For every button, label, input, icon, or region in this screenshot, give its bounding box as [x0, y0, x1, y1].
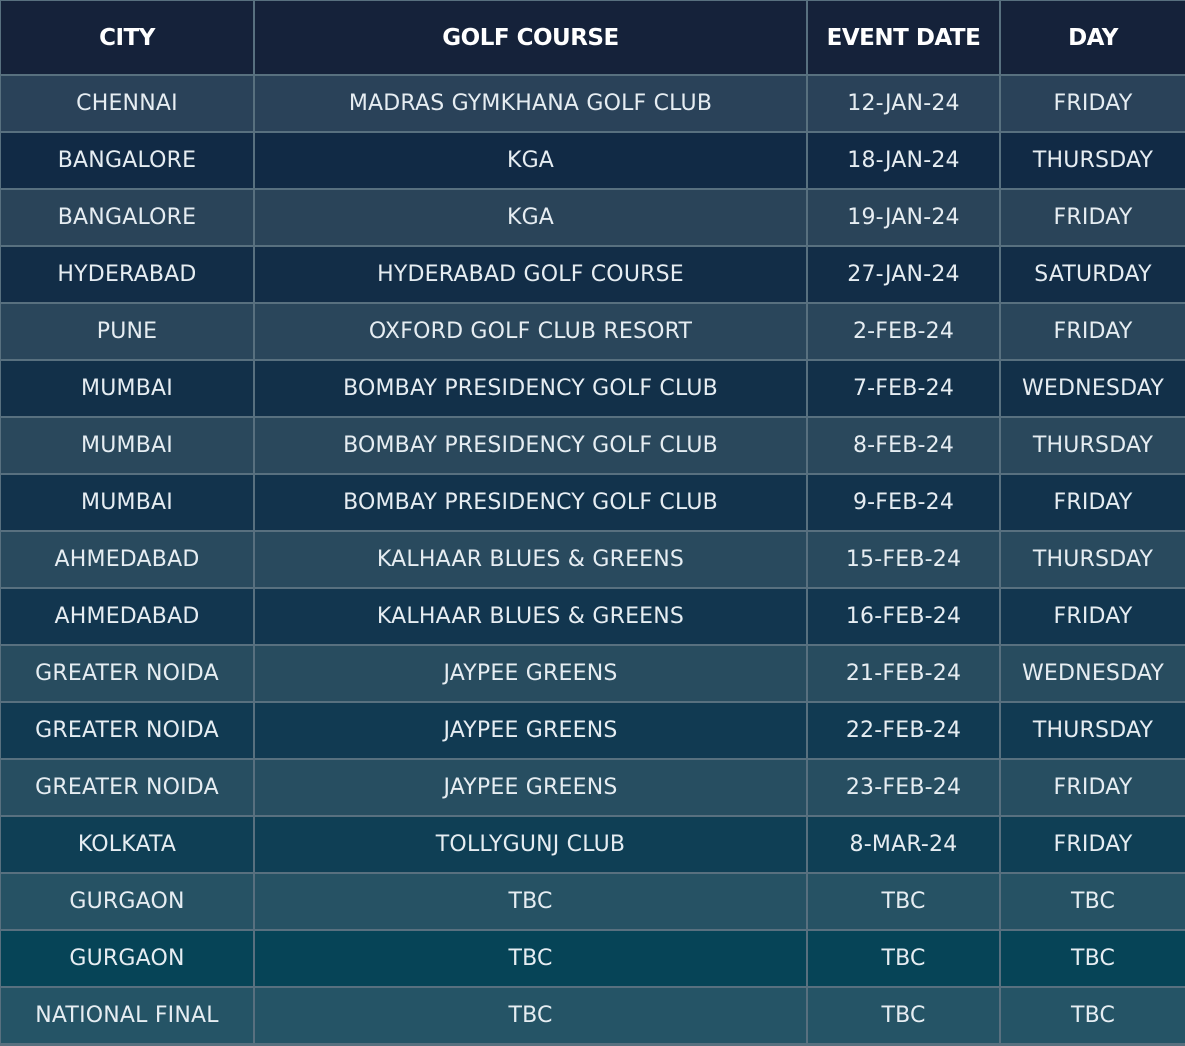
golf-course-cell: BOMBAY PRESIDENCY GOLF CLUB [255, 475, 806, 530]
header-golf-course: GOLF COURSE [255, 1, 806, 74]
event-date-cell: 23-FEB-24 [808, 760, 999, 815]
city-cell: BANGALORE [1, 133, 253, 188]
event-date-cell: 16-FEB-24 [808, 589, 999, 644]
city-cell: PUNE [1, 304, 253, 359]
city-cell: NATIONAL FINAL [1, 988, 253, 1043]
golf-course-cell: TBC [255, 874, 806, 929]
day-cell: TBC [1001, 988, 1185, 1043]
golf-course-cell: OXFORD GOLF CLUB RESORT [255, 304, 806, 359]
event-date-cell: 18-JAN-24 [808, 133, 999, 188]
city-cell: KOLKATA [1, 817, 253, 872]
day-cell: FRIDAY [1001, 760, 1185, 815]
day-cell: FRIDAY [1001, 76, 1185, 131]
golf-course-cell: TBC [255, 988, 806, 1043]
golf-course-cell: MADRAS GYMKHANA GOLF CLUB [255, 76, 806, 131]
day-cell: WEDNESDAY [1001, 361, 1185, 416]
day-cell: TBC [1001, 874, 1185, 929]
city-cell: MUMBAI [1, 418, 253, 473]
day-cell: FRIDAY [1001, 304, 1185, 359]
city-cell: GREATER NOIDA [1, 703, 253, 758]
event-date-cell: 9-FEB-24 [808, 475, 999, 530]
city-cell: GREATER NOIDA [1, 646, 253, 701]
golf-course-cell: KGA [255, 190, 806, 245]
event-date-cell: TBC [808, 988, 999, 1043]
day-cell: THURSDAY [1001, 133, 1185, 188]
city-cell: MUMBAI [1, 361, 253, 416]
golf-course-cell: HYDERABAD GOLF COURSE [255, 247, 806, 302]
golf-course-cell: KGA [255, 133, 806, 188]
day-cell: SATURDAY [1001, 247, 1185, 302]
event-date-cell: 7-FEB-24 [808, 361, 999, 416]
event-date-cell: TBC [808, 874, 999, 929]
day-cell: FRIDAY [1001, 475, 1185, 530]
golf-course-cell: KALHAAR BLUES & GREENS [255, 532, 806, 587]
event-date-cell: 15-FEB-24 [808, 532, 999, 587]
day-cell: FRIDAY [1001, 817, 1185, 872]
header-city: CITY [1, 1, 253, 74]
golf-course-cell: BOMBAY PRESIDENCY GOLF CLUB [255, 418, 806, 473]
day-cell: TBC [1001, 931, 1185, 986]
golf-course-cell: JAYPEE GREENS [255, 703, 806, 758]
golf-course-cell: TOLLYGUNJ CLUB [255, 817, 806, 872]
event-date-cell: 2-FEB-24 [808, 304, 999, 359]
city-cell: GURGAON [1, 874, 253, 929]
day-cell: THURSDAY [1001, 532, 1185, 587]
golf-course-cell: KALHAAR BLUES & GREENS [255, 589, 806, 644]
city-cell: CHENNAI [1, 76, 253, 131]
golf-course-cell: TBC [255, 931, 806, 986]
city-cell: MUMBAI [1, 475, 253, 530]
city-cell: BANGALORE [1, 190, 253, 245]
day-cell: THURSDAY [1001, 418, 1185, 473]
event-date-cell: 19-JAN-24 [808, 190, 999, 245]
golf-course-cell: JAYPEE GREENS [255, 646, 806, 701]
event-date-cell: 22-FEB-24 [808, 703, 999, 758]
golf-course-cell: JAYPEE GREENS [255, 760, 806, 815]
day-cell: WEDNESDAY [1001, 646, 1185, 701]
event-date-cell: 21-FEB-24 [808, 646, 999, 701]
event-date-cell: 8-MAR-24 [808, 817, 999, 872]
header-day: DAY [1001, 1, 1185, 74]
city-cell: AHMEDABAD [1, 589, 253, 644]
event-date-cell: 12-JAN-24 [808, 76, 999, 131]
city-cell: GREATER NOIDA [1, 760, 253, 815]
day-cell: FRIDAY [1001, 190, 1185, 245]
city-cell: GURGAON [1, 931, 253, 986]
city-cell: HYDERABAD [1, 247, 253, 302]
event-date-cell: TBC [808, 931, 999, 986]
golf-course-cell: BOMBAY PRESIDENCY GOLF CLUB [255, 361, 806, 416]
event-date-cell: 8-FEB-24 [808, 418, 999, 473]
city-cell: AHMEDABAD [1, 532, 253, 587]
event-date-cell: 27-JAN-24 [808, 247, 999, 302]
day-cell: FRIDAY [1001, 589, 1185, 644]
header-event-date: EVENT DATE [808, 1, 999, 74]
day-cell: THURSDAY [1001, 703, 1185, 758]
